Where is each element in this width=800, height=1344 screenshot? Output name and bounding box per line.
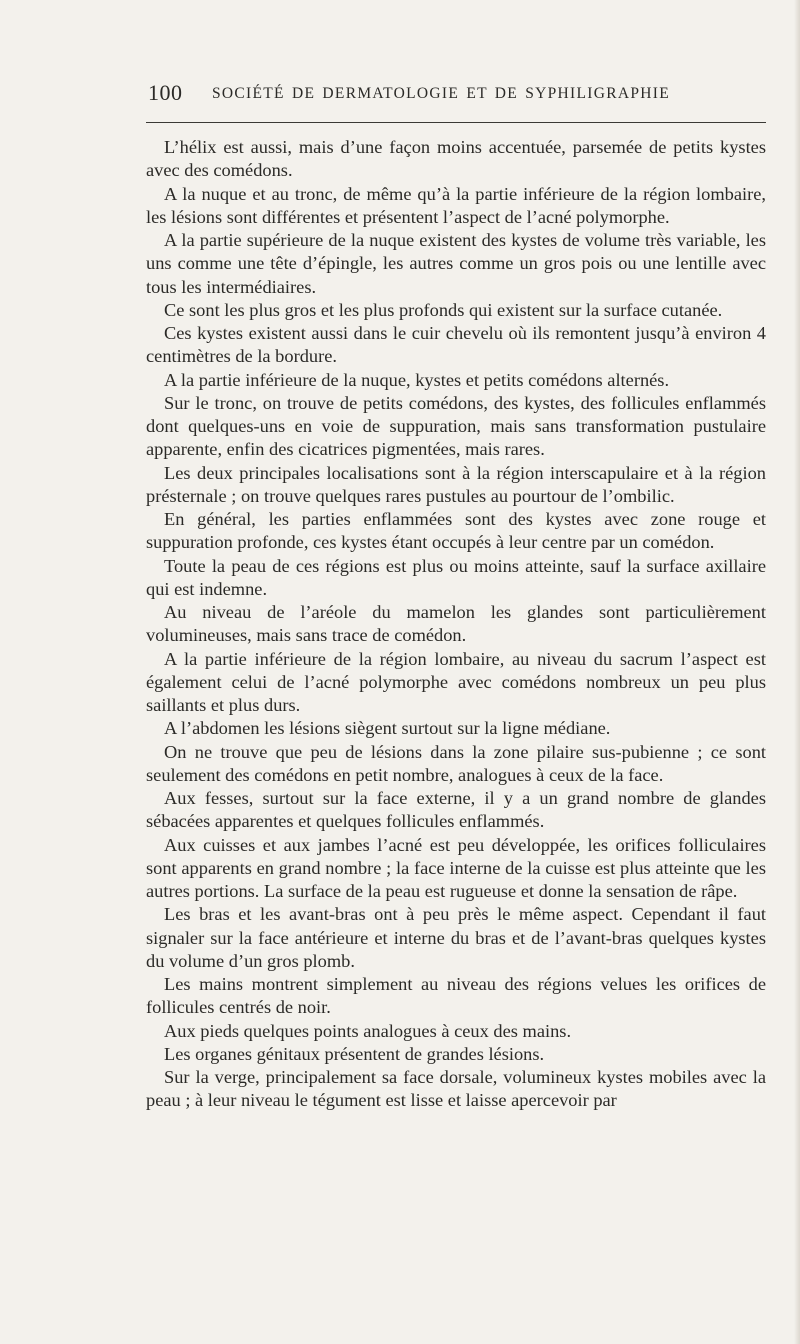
paragraph: Les bras et les avant-bras ont à peu près le même aspect. Cependant il faut signaler sur la face antérieure et interne du bras et de l’avant-bras quelques kystes du volume d’un gros plomb.: [146, 904, 766, 971]
paragraph: A la partie supérieure de la nuque existent des kystes de volume très variable, les uns comme une tête d’épingle, les autres comme un gros pois ou une lentille avec tous les intermédiaires.: [146, 230, 766, 297]
paragraph: Les organes génitaux présentent de grandes lésions.: [164, 1043, 545, 1064]
paragraph: Les mains montrent simplement au niveau des régions velues les orifices de follicules centrés de noir.: [146, 974, 766, 1018]
paragraph: A la nuque et au tronc, de même qu’à la partie inférieure de la région lombaire, les lésions sont différentes et présentent l’aspect de l’acné polymorphe.: [146, 183, 766, 227]
page-header: [148, 80, 764, 110]
paragraph: On ne trouve que peu de lésions dans la zone pilaire sus-pubienne ; ce sont seulement des comédons en petit nombre, analogues à ceux de la face.: [146, 741, 766, 785]
paragraph: A la partie inférieure de la nuque, kystes et petits comédons alternés.: [164, 369, 670, 390]
paragraph: Au niveau de l’aréole du mamelon les glandes sont particulièrement volumineuses, mais sans trace de comédon.: [146, 602, 766, 646]
paragraph: Sur le tronc, on trouve de petits comédons, des kystes, des follicules enflammés dont quelques-uns en voie de suppuration, mais sans transformation pustulaire apparente, enfin des cicatrices pigmentées, mais rares.: [146, 392, 766, 460]
paragraph: En général, les parties enflammées sont des kystes avec zone rouge et suppuration profonde, ces kystes étant occupés à leur centre par un comédon.: [146, 509, 766, 553]
body-text: [146, 136, 766, 1113]
paragraph: Aux cuisses et aux jambes l’acné est peu développée, les orifices folliculaires sont apparents en grand nombre ; la face interne de la cuisse est plus atteinte que les autres portions. La surface de la peau est rugueuse et donne la sensation de râpe.: [146, 834, 766, 901]
paragraph: Toute la peau de ces régions est plus ou moins atteinte, sauf la surface axillaire qui est indemne.: [146, 555, 766, 599]
paragraph: Les deux principales localisations sont à la région interscapulaire et à la région présternale ; on trouve quelques rares pustules au pourtour de l’ombilic.: [146, 462, 766, 506]
paragraph: Sur la verge, principalement sa face dorsale, volumineux kystes mobiles avec la peau ; à leur niveau le tégument est lisse et laisse apercevoir par: [146, 1067, 766, 1111]
paragraph: Aux fesses, surtout sur la face externe, il y a un grand nombre de glandes sébacées apparentes et quelques follicules enflammés.: [146, 788, 766, 832]
page-number: 100: [148, 80, 183, 105]
paragraph: Ces kystes existent aussi dans le cuir chevelu où ils remontent jusqu’à environ 4 centimètres de la bordure.: [146, 323, 766, 367]
paragraph: A la partie inférieure de la région lombaire, au niveau du sacrum l’aspect est également celui de l’acné polymorphe avec comédons nombreux un peu plus saillants et plus durs.: [146, 648, 766, 715]
header-rule: [146, 122, 766, 123]
running-head: SOCIÉTÉ DE DERMATOLOGIE ET DE SYPHILIGRAPHIE: [212, 85, 670, 102]
paragraph: A l’abdomen les lésions siègent surtout sur la ligne médiane.: [164, 718, 611, 739]
page-edge-shadow: [794, 0, 800, 1344]
paragraph: L’hélix est aussi, mais d’une façon moins accentuée, parsemée de petits kystes avec des comédons.: [146, 137, 766, 181]
paragraph: Aux pieds quelques points analogues à ceux des mains.: [164, 1020, 572, 1041]
paragraph: Ce sont les plus gros et les plus profonds qui existent sur la surface cutanée.: [164, 299, 723, 320]
